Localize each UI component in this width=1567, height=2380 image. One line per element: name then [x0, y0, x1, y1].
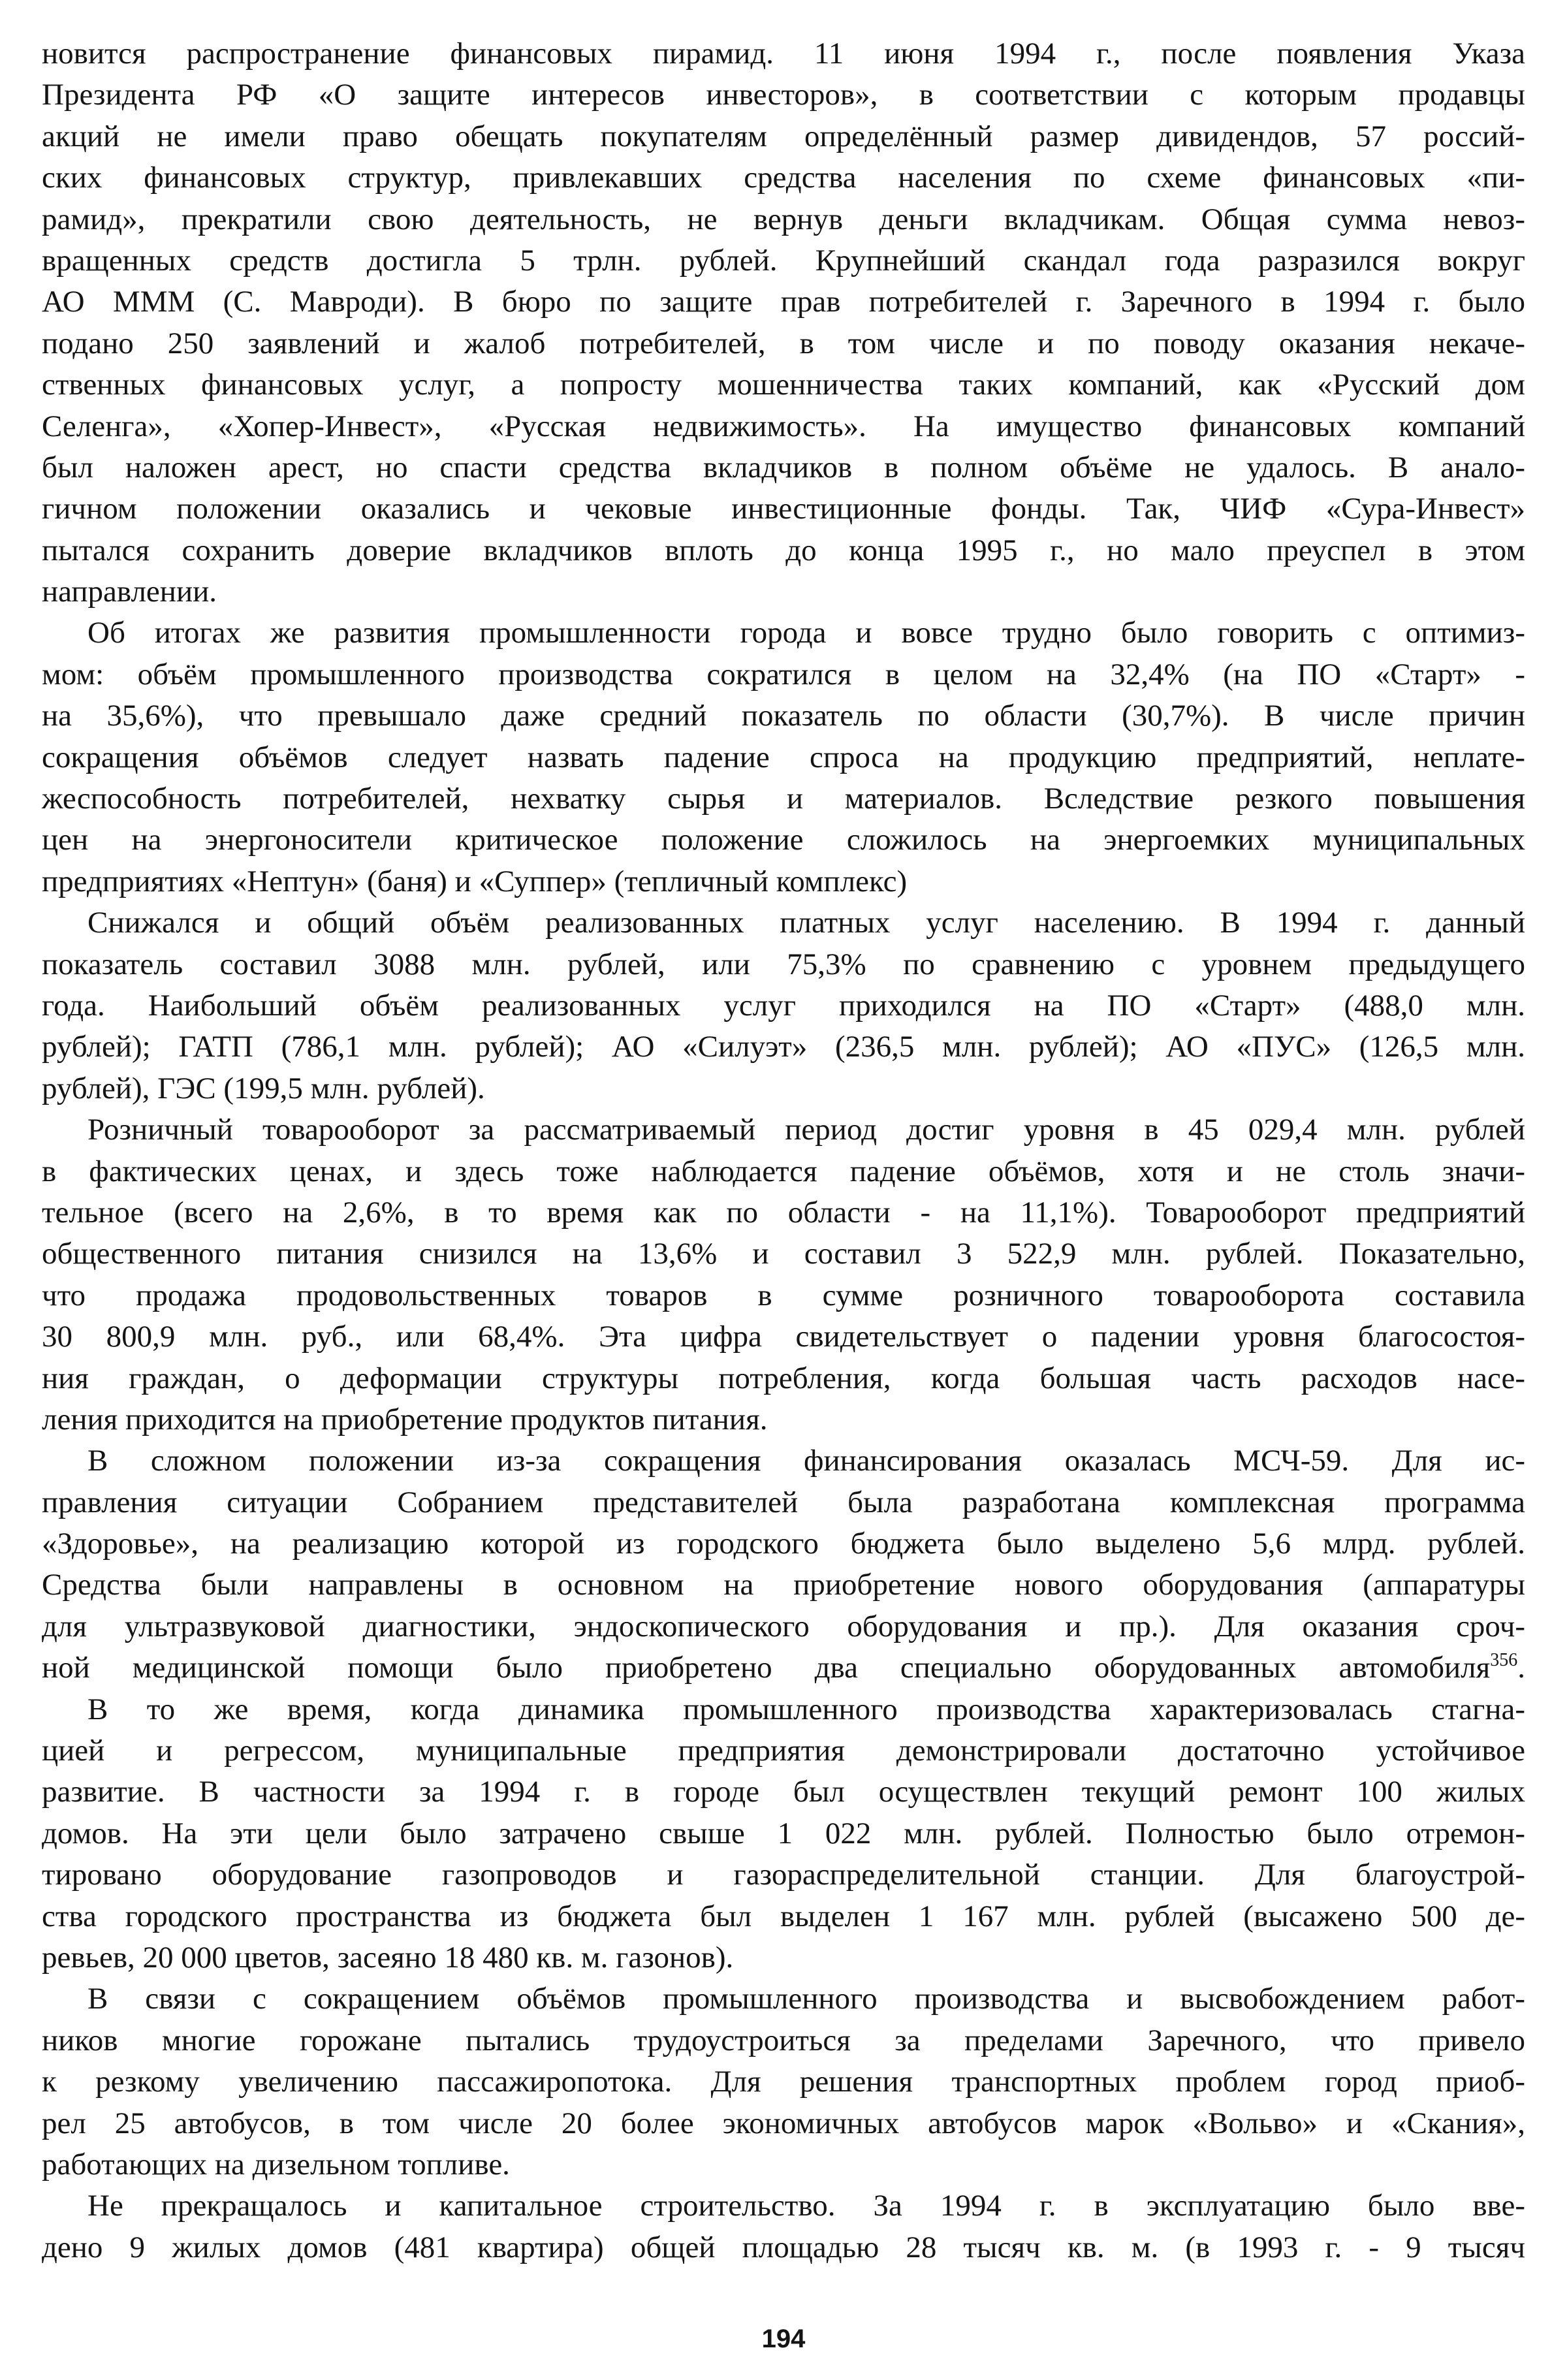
text-line: ства городского пространства из бюджета был выделен 1 167 млн. рублей (высажено 500 де- [42, 1899, 1525, 1933]
text-line: ревьев, 20 000 цветов, засеяно 18 480 кв. м. газонов). [42, 1940, 734, 1975]
text-line: рел 25 автобусов, в том числе 20 более экономичных автобусов марок «Вольво» и «Скания», [42, 2106, 1525, 2140]
paragraph [42, 1978, 1525, 2185]
text-line: В связи с сокращением объёмов промышленного производства и высвобождением работ- [87, 1982, 1525, 2016]
text-line: ния граждан, о деформации структуры потребления, когда большая часть расходов насе- [42, 1361, 1525, 1395]
text-line: Розничный товарооборот за рассматриваемый период достиг уровня в 45 029,4 млн. рублей [87, 1113, 1525, 1147]
text-line: ления приходится на приобретение продуктов питания. [42, 1402, 768, 1436]
text-line: Снижался и общий объём реализованных платных услуг населению. В 1994 г. данный [87, 906, 1525, 940]
paragraph [42, 1440, 1525, 1689]
text-line [42, 1647, 1525, 1689]
text-line: был наложен арест, но спасти средства вкладчиков в полном объёме не удалось. В анало- [42, 450, 1525, 484]
text-line: на 35,6%), что превышало даже средний показатель по области (30,7%). В числе причин [42, 699, 1525, 733]
text-line: мом: объём промышленного производства сократился в целом на 32,4% (на ПО «Старт» - [42, 657, 1525, 691]
text-line: к резкому увеличению пассажиропотока. Для решения транспортных проблем город приоб- [42, 2065, 1525, 2099]
text-line: Не прекращалось и капитальное строительство. За 1994 г. в эксплуатацию было вве- [87, 2189, 1525, 2223]
line-text: ной медицинской помощи было приобретено два специально оборудованных автомобиля [42, 1651, 1491, 1685]
line-text-end: . [1517, 1651, 1525, 1685]
text-line: АО МММ (С. Мавроди). В бюро по защите прав потребителей г. Заречного в 1994 г. было [42, 285, 1525, 319]
text-line: 30 800,9 млн. руб., или 68,4%. Эта цифра свидетельствует о падении уровня благосостоя- [42, 1320, 1525, 1354]
text-line: года. Наибольший объём реализованных услуг приходился на ПО «Старт» (488,0 млн. [42, 988, 1525, 1023]
text-line: работающих на дизельном топливе. [42, 2147, 510, 2182]
paragraph [42, 1689, 1525, 1979]
text-line: акций не имели право обещать покупателям определённый размер дивидендов, 57 россий- [42, 119, 1525, 153]
text-line: цией и регрессом, муниципальные предприятия демонстрировали достаточно устойчивое [42, 1734, 1525, 1768]
footnote-reference[interactable]: 356 [1490, 1650, 1518, 1671]
text-line: подано 250 заявлений и жалоб потребителей, в том числе и по поводу оказания некаче- [42, 326, 1525, 360]
text-line: вращенных средств достигла 5 трлн. рублей. Крупнейший скандал года разразился вокруг [42, 243, 1525, 278]
text-line: В то же время, когда динамика промышленного производства характеризовалась стагна- [87, 1692, 1525, 1726]
text-line: Средства были направлены в основном на приобретение нового оборудования (аппаратуры [42, 1568, 1525, 1602]
text-line: Селенга», «Хопер-Инвест», «Русская недвижимость». На имущество финансовых компаний [42, 409, 1525, 443]
text-line: что продажа продовольственных товаров в сумме розничного товарооборота составила [42, 1278, 1525, 1312]
text-line: ских финансовых структур, привлекавших средства населения по схеме финансовых «пи- [42, 161, 1525, 195]
text-line: предприятиях «Нептун» (баня) и «Суппер» (тепличный комплекс) [42, 864, 908, 898]
text-line: общественного питания снизился на 13,6% и составил 3 522,9 млн. рублей. Показательно, [42, 1237, 1525, 1271]
paragraph [42, 33, 1525, 612]
paragraph [42, 612, 1525, 902]
text-line: ственных финансовых услуг, а попросту мошенничества таких компаний, как «Русский дом [42, 368, 1525, 402]
paragraph [42, 902, 1525, 1109]
text-line: дено 9 жилых домов (481 квартира) общей площадью 28 тысяч кв. м. (в 1993 г. - 9 тысяч [42, 2230, 1525, 2264]
text-line: цен на энергоносители критическое положение сложилось на энергоемких муниципальных [42, 823, 1525, 857]
text-line: ников многие горожане пытались трудоустроиться за пределами Заречного, что привело [42, 2023, 1525, 2057]
paragraph [42, 1109, 1525, 1440]
text-line: пытался сохранить доверие вкладчиков вплоть до конца 1995 г., но мало преуспел в этом [42, 533, 1525, 567]
text-line: правления ситуации Собранием представителей была разработана комплексная программа [42, 1485, 1525, 1519]
text-line: тировано оборудование газопроводов и газораспределительной станции. Для благоустрой- [42, 1858, 1525, 1892]
paragraph [42, 2185, 1525, 2268]
text-line: для ультразвуковой диагностики, эндоскопического оборудования и пр.). Для оказания сроч- [42, 1609, 1525, 1643]
text-line: домов. На эти цели было затрачено свыше 1 022 млн. рублей. Полностью было отремон- [42, 1816, 1525, 1850]
text-line: направлении. [42, 575, 217, 609]
text-line: Об итогах же развития промышленности города и вовсе трудно было говорить с оптимиз- [87, 616, 1525, 650]
text-line: «Здоровье», на реализацию которой из городского бюджета было выделено 5,6 млрд. рублей. [42, 1527, 1525, 1561]
text-line: развитие. В частности за 1994 г. в городе был осуществлен текущий ремонт 100 жилых [42, 1775, 1525, 1809]
page-number: 194 [761, 2324, 806, 2353]
text-line: в фактических ценах, и здесь тоже наблюдается падение объёмов, хотя и не столь значи- [42, 1154, 1525, 1188]
text-line: гичном положении оказались и чековые инвестиционные фонды. Так, ЧИФ «Сура-Инвест» [42, 492, 1525, 526]
text-line: новится распространение финансовых пирамид. 11 июня 1994 г., после появления Указа [42, 37, 1525, 71]
text-line: жеспособность потребителей, нехватку сырья и материалов. Вследствие резкого повышения [42, 782, 1525, 816]
text-line: показатель составил 3088 млн. рублей, или 75,3% по сравнению с уровнем предыдущего [42, 947, 1525, 981]
text-line: Президента РФ «О защите интересов инвесторов», в соответствии с которым продавцы [42, 78, 1525, 112]
text-line: рублей), ГЭС (199,5 млн. рублей). [42, 1071, 485, 1105]
text-line: сокращения объёмов следует назвать падение спроса на продукцию предприятий, неплате- [42, 740, 1525, 774]
text-line: рамид», прекратили свою деятельность, не вернув деньги вкладчикам. Общая сумма невоз- [42, 202, 1525, 236]
text-line: рублей); ГАТП (786,1 млн. рублей); АО «Силуэт» (236,5 млн. рублей); АО «ПУС» (126,5 млн. [42, 1030, 1525, 1064]
text-line: тельное (всего на 2,6%, в то время как по области - на 11,1%). Товарооборот предприятий [42, 1195, 1525, 1230]
page-body-text [42, 33, 1525, 2268]
text-line: В сложном положении из-за сокращения финансирования оказалась МСЧ-59. Для ис- [87, 1444, 1525, 1478]
